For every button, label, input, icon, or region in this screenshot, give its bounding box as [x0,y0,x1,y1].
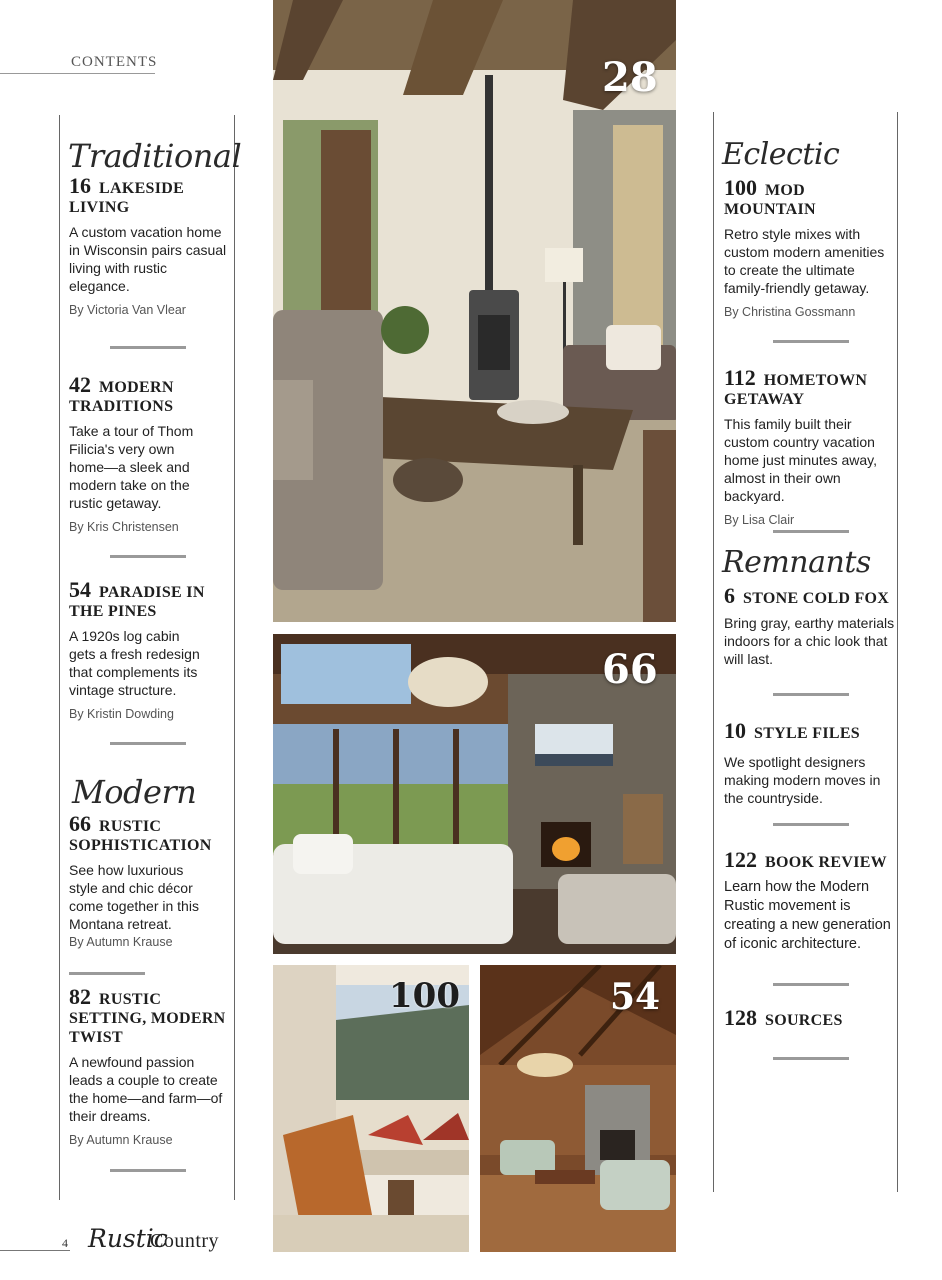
separator [69,972,145,975]
photo-page-number: 100 [389,976,460,1016]
separator [110,1169,186,1172]
article-title: MODERN TRADITIONS [69,379,174,415]
photo-page-number: 54 [610,976,661,1018]
article-66[interactable] [69,811,229,949]
left-column-rule-left [59,115,60,1200]
article-description: A 1920s log cabin gets a fresh redesign that complements its vintage structure. [69,628,200,698]
article-122[interactable] [724,847,896,954]
separator [773,530,849,533]
right-column-rule-right [897,112,898,1192]
article-heading [69,811,229,855]
section-title-modern: Modern [72,773,197,811]
article-page-number: 100 [724,175,757,200]
separator [773,1057,849,1060]
photo-log-cabin[interactable] [480,965,676,1252]
article-byline: By Autumn Krause [69,935,173,949]
left-column-rule-right [234,115,235,1200]
article-16[interactable] [69,173,229,317]
article-byline: By Kristin Dowding [69,707,174,721]
article-page-number: 112 [724,365,756,390]
article-heading [724,1005,896,1030]
separator [110,346,186,349]
article-description: A custom vacation home in Wisconsin pairs casual living with rustic elegance. [69,224,227,294]
photo-page-number: 66 [602,646,658,693]
section-title-remnants: Remnants [722,545,871,580]
article-heading [724,175,896,219]
footer-brand-word: Country [150,1230,220,1252]
article-heading [724,365,896,409]
article-page-number: 6 [724,583,735,608]
article-title: RUSTIC SOPHISTICATION [69,818,212,854]
article-page-number: 82 [69,984,91,1009]
footer-page-number: 4 [62,1236,68,1250]
photo-page-number: 28 [602,54,658,101]
article-title: PARADISE IN THE PINES [69,584,205,620]
separator [773,983,849,986]
article-100[interactable] [724,175,896,319]
article-description: Learn how the Modern Rustic movement is creating a new generation of iconic architecture. [724,879,891,952]
article-page-number: 66 [69,811,91,836]
separator [773,340,849,343]
article-page-number: 54 [69,577,91,602]
section-title-traditional: Traditional [68,137,242,175]
article-128[interactable] [724,1005,896,1030]
article-page-number: 16 [69,173,91,198]
separator [773,693,849,696]
article-description: Retro style mixes with custom modern amenities to create the ultimate family-friendly getaway. [724,226,885,296]
article-heading [69,984,229,1047]
article-title: LAKESIDE LIVING [69,180,185,216]
section-title-eclectic: Eclectic [722,137,840,172]
article-description: See how luxurious style and chic décor come together in this Montana retreat. [69,862,199,932]
photo-living-room[interactable] [273,0,676,622]
article-42[interactable] [69,372,229,534]
separator [773,823,849,826]
article-description: Take a tour of Thom Filicia's very own home—a sleek and modern take on the rustic getaway. [69,423,194,511]
article-10[interactable] [724,718,896,807]
article-heading [724,583,896,608]
article-title: STONE COLD FOX [743,590,890,607]
article-heading [724,847,896,872]
contents-heading: CONTENTS [71,54,158,70]
article-byline: By Victoria Van Vlear [69,303,186,317]
article-description: Bring gray, earthy materials indoors for a chic look that will last. [724,615,895,667]
separator [110,555,186,558]
article-title: SOURCES [765,1012,843,1029]
article-title: RUSTIC SETTING, MODERN TWIST [69,991,226,1046]
article-heading [724,718,896,743]
article-112[interactable] [724,365,896,527]
article-6[interactable] [724,583,896,668]
article-byline: By Kris Christensen [69,520,179,534]
article-page-number: 10 [724,718,746,743]
footer-rule [0,1250,70,1251]
article-54[interactable] [69,577,229,721]
article-title: HOMETOWN GETAWAY [724,372,868,408]
article-title: STYLE FILES [754,725,861,742]
photo-great-room[interactable] [273,634,676,954]
article-page-number: 42 [69,372,91,397]
article-byline: By Christina Gossmann [724,305,856,319]
article-description: We spotlight designers making modern moves in the countryside. [724,754,881,806]
article-heading [69,173,229,217]
article-title: BOOK REVIEW [765,854,887,871]
article-title: MOD MOUNTAIN [724,182,816,218]
article-page-number: 128 [724,1005,757,1030]
article-description: A newfound passion leads a couple to create the home—and farm—of their dreams. [69,1054,223,1124]
photo-window-seat[interactable] [273,965,469,1252]
article-byline: By Lisa Clair [724,513,795,527]
article-heading [69,577,229,621]
article-page-number: 122 [724,847,757,872]
article-byline: By Autumn Krause [69,1133,173,1147]
right-column-rule-left [713,112,714,1192]
article-82[interactable] [69,984,229,1147]
article-heading [69,372,229,416]
article-description: This family built their custom country vacation home just minutes away, almost in their own backyard. [724,416,878,504]
separator [110,742,186,745]
footer-brand-script: Rustic [88,1224,168,1253]
contents-underline [0,73,155,74]
